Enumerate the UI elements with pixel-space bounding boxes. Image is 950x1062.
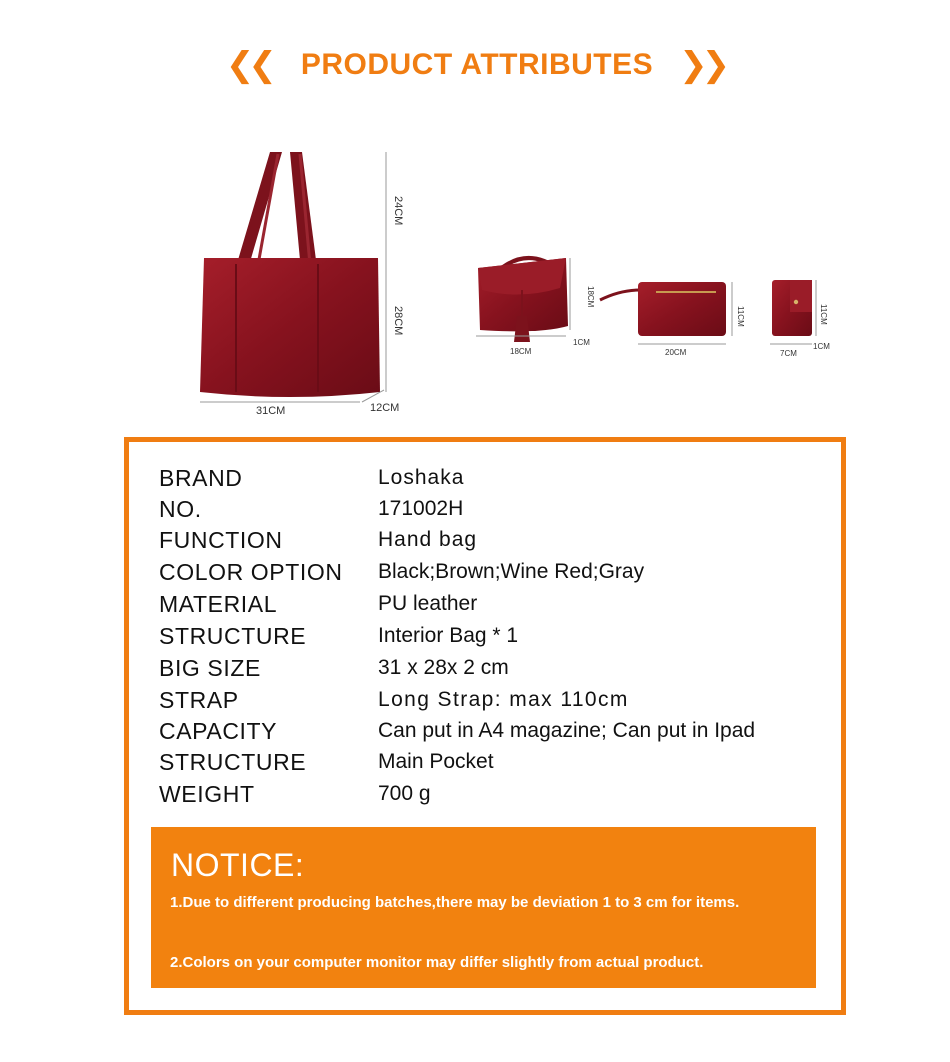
spec-key: COLOR OPTION <box>159 558 343 585</box>
section-title: PRODUCT ATTRIBUTES <box>300 48 654 81</box>
spec-row <box>159 684 839 716</box>
spec-value: 31 x 28x 2 cm <box>378 656 509 679</box>
spec-row <box>159 493 839 525</box>
tote-height-top-label: 24CM <box>392 196 404 226</box>
product-photos <box>0 140 950 430</box>
tote-depth-label: 12CM <box>370 402 400 414</box>
spec-value: Interior Bag * 1 <box>378 624 519 647</box>
spec-row <box>159 652 839 684</box>
spec-value: Loshaka <box>378 466 465 489</box>
spec-key: FUNCTION <box>159 526 283 553</box>
spec-key: WEIGHT <box>159 780 255 807</box>
card-width-label: 7CM <box>780 349 797 358</box>
spec-row <box>159 746 839 778</box>
spec-key: BIG SIZE <box>159 654 261 681</box>
spec-key: BRAND <box>159 464 243 491</box>
clutch-width-label: 20CM <box>665 348 687 357</box>
section-header <box>0 40 950 90</box>
spec-key: NO. <box>159 495 202 522</box>
tote-width-label: 31CM <box>256 405 286 417</box>
spec-key: STRUCTURE <box>159 748 307 775</box>
spec-row <box>159 715 839 747</box>
spec-value: Can put in A4 magazine; Can put in Ipad <box>378 719 756 742</box>
clutch-height-label: 11CM <box>736 306 745 327</box>
spec-value: Main Pocket <box>378 750 494 773</box>
spec-row <box>159 524 839 556</box>
spec-value: 700 g <box>378 782 431 805</box>
spec-row <box>159 556 839 588</box>
spec-row <box>159 462 839 494</box>
spec-key: STRAP <box>159 686 239 713</box>
card-depth-label: 1CM <box>813 342 830 351</box>
spec-value: PU leather <box>378 592 478 615</box>
card-height-label: 11CM <box>819 304 828 325</box>
crossbody-width-label: 18CM <box>510 347 532 356</box>
spec-value: Hand bag <box>378 528 478 551</box>
notice-line-1: 1.Due to different producing batches,there may be deviation 1 to 3 cm for items. <box>170 894 740 911</box>
double-chevron-right-icon: ❯❯ <box>679 45 725 85</box>
crossbody-height-label: 18CM <box>586 286 595 308</box>
spec-value: Long Strap: max 110cm <box>378 688 629 711</box>
crossbody-depth-label: 1CM <box>573 338 590 347</box>
spec-value: Black;Brown;Wine Red;Gray <box>378 560 645 583</box>
notice-line-2: 2.Colors on your computer monitor may differ slightly from actual product. <box>170 954 704 971</box>
tote-height-body-label: 28CM <box>392 306 404 336</box>
notice-box <box>151 827 816 988</box>
spec-key: CAPACITY <box>159 717 278 744</box>
spec-key: MATERIAL <box>159 590 278 617</box>
spec-row <box>159 620 839 652</box>
double-chevron-left-icon: ❮❮ <box>225 45 271 85</box>
notice-title: NOTICE: <box>171 847 305 883</box>
spec-key: STRUCTURE <box>159 622 307 649</box>
spec-row <box>159 778 839 810</box>
tote-bag-image <box>0 140 950 430</box>
spec-row <box>159 588 839 620</box>
spec-value: 171002H <box>378 497 464 520</box>
